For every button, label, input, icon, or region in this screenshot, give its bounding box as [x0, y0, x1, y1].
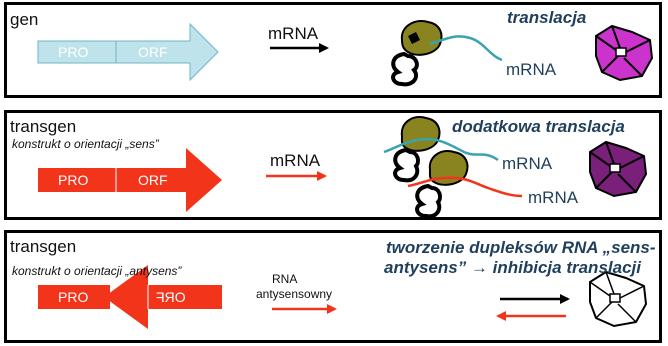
antisense-pro-label: PRO	[58, 289, 89, 305]
panel3-title: transgen	[10, 237, 77, 256]
panel1-mrna-label: mRNA	[506, 60, 557, 79]
antisense-orf-label: ORF	[156, 289, 186, 305]
sense-pro-label: PRO	[58, 172, 89, 188]
panel2-caption: dodatkowa translacja	[452, 117, 625, 136]
panel1-title: gen	[10, 10, 39, 29]
antisense-rna-label-1: RNA	[272, 272, 298, 286]
mrna-strand-1	[430, 36, 502, 60]
panel1-caption: translacja	[507, 8, 587, 27]
panel2-subtitle: konstrukt o orientacji „sens”	[12, 137, 159, 151]
panel1-mrna-arrow-label: mRNA	[268, 24, 319, 43]
panel2-title: transgen	[10, 117, 77, 136]
sense-orf-label: ORF	[138, 172, 168, 188]
ribosome-icon	[393, 21, 441, 84]
panel3-caption-line2: antysens” → inhibicja translacji	[384, 258, 641, 277]
antisense-rna-label-2: antysensowny	[256, 287, 333, 301]
panel2-mrna-label-2: mRNA	[528, 188, 579, 207]
protein-outline-icon	[590, 272, 646, 326]
panel2-mrna-label-1: mRNA	[502, 154, 553, 173]
gene-pro-label: PRO	[58, 44, 89, 60]
panel2-mrna-arrow-label: mRNA	[270, 151, 321, 170]
ribosome-icon-2	[417, 151, 467, 216]
panel3-subtitle: konstrukt o orientacji „antysens”	[12, 264, 182, 278]
protein-icon-2	[590, 142, 646, 196]
gene-orf-label: ORF	[138, 44, 168, 60]
protein-icon	[596, 26, 652, 80]
panel3-caption-line1: tworzenie dupleksów RNA „sens-	[386, 238, 656, 257]
